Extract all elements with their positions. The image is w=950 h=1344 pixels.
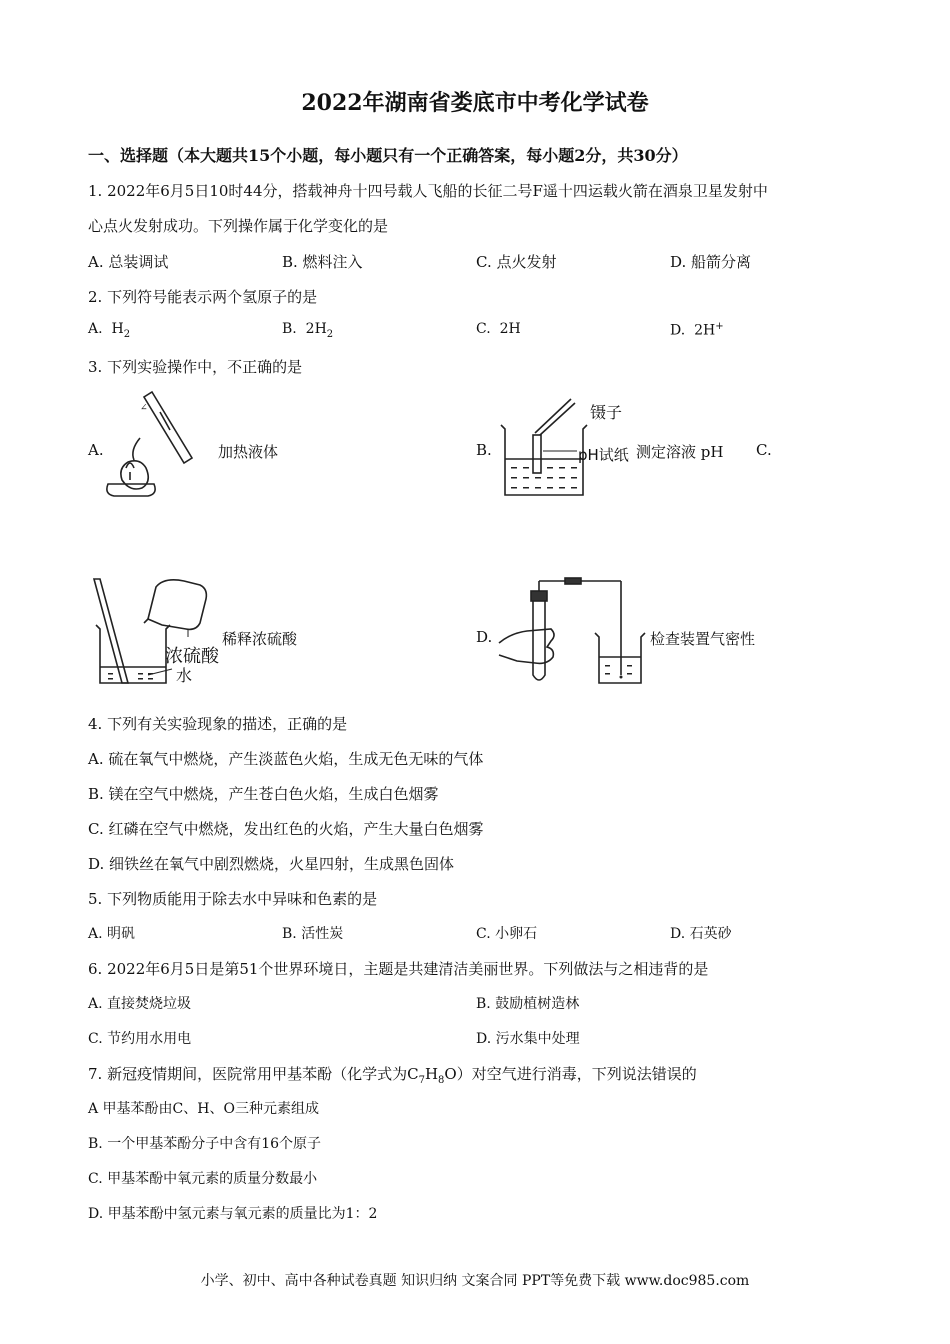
q3-option-a-label: 加热液体 xyxy=(218,443,279,461)
q1-option-d: D. 船箭分离 xyxy=(670,253,752,271)
q3-option-d-letter: D. xyxy=(476,628,493,646)
tweezers-label: 镊子 xyxy=(590,403,623,422)
q6-option-b: B. 鼓励植树造林 xyxy=(476,996,580,1012)
q4-option-a: A. 硫在氧气中燃烧，产生淡蓝色火焰，生成无色无味的气体 xyxy=(88,750,484,768)
q3-option-a-letter: A. xyxy=(88,441,104,459)
q1-option-a: A. 总装调试 xyxy=(88,253,169,271)
q2-stem: 2. 下列符号能表示两个氢原子的是 xyxy=(88,288,318,306)
q6-option-c: C. 节约用水用电 xyxy=(88,1031,192,1047)
q4-option-b: B. 镁在空气中燃烧，产生苍白色火焰，生成白色烟雾 xyxy=(88,785,439,803)
q5-stem: 5. 下列物质能用于除去水中异味和色素的是 xyxy=(88,890,378,908)
q5-option-a: A. 明矾 xyxy=(88,926,136,942)
q1-option-c: C. 点火发射 xyxy=(476,253,557,271)
q5-option-b: B. 活性炭 xyxy=(282,926,344,942)
heating-liquid-figure xyxy=(100,388,220,500)
q1-stem-line1: 1. 2022年6月5日10时44分，搭载神舟十四号载人飞船的长征二号F遥十四运载火箭在酒泉卫星发射中 xyxy=(88,182,768,200)
q3-option-c-letter: C. xyxy=(756,441,772,459)
q3-option-c-label: 稀释浓硫酸 xyxy=(222,630,298,648)
q2-option-a: A. $H_2$ xyxy=(88,321,131,340)
concentrated-acid-label: 浓硫酸 xyxy=(165,646,219,667)
q4-stem: 4. 下列有关实验现象的描述，正确的是 xyxy=(88,715,348,733)
q3-stem: 3. 下列实验操作中，不正确的是 xyxy=(88,358,303,376)
q4-option-c: C. 红磷在空气中燃烧，发出红色的火焰，产生大量白色烟雾 xyxy=(88,820,484,838)
q7-stem: 7. 新冠疫情期间，医院常用甲基苯酚（化学式为$C_7H_8O$）对空气进行消毒，下列说法错误的 xyxy=(88,1065,697,1086)
section-heading: 一、选择题（本大题共15个小题，每小题只有一个正确答案，每小题2分，共30分） xyxy=(88,146,688,165)
q2-option-b: B. $2H_2$ xyxy=(282,321,334,340)
water-label: 水 xyxy=(176,666,193,685)
q2-option-d: D. 2H+ xyxy=(670,321,724,339)
q6-option-a: A. 直接焚烧垃圾 xyxy=(88,996,192,1012)
dilute-acid-figure xyxy=(88,575,223,687)
ph-paper-label: pH试纸 xyxy=(578,446,629,464)
q7-option-b: B. 一个甲基苯酚分子中含有16个原子 xyxy=(88,1136,322,1152)
q7-option-d: D. 甲基苯酚中氢元素与氧元素的质量比为1：2 xyxy=(88,1206,378,1222)
svg-text:∠: ∠ xyxy=(140,403,148,413)
q3-option-b-letter: B. xyxy=(476,441,492,459)
page-footer[interactable]: 小学、初中、高中各种试卷真题 知识归纳 文案合同 PPT等免费下载 www.doc985.com xyxy=(200,1273,750,1289)
q6-stem: 6. 2022年6月5日是第51个世界环境日，主题是共建清洁美丽世界。下列做法与之相违背的是 xyxy=(88,960,709,978)
q7-option-c: C. 甲基苯酚中氧元素的质量分数最小 xyxy=(88,1171,318,1187)
q4-option-d: D. 细铁丝在氧气中剧烈燃烧，火星四射，生成黑色固体 xyxy=(88,855,455,873)
q1-option-b: B. 燃料注入 xyxy=(282,253,363,271)
airtightness-figure xyxy=(495,575,645,687)
q1-stem-line2: 心点火发射成功。下列操作属于化学变化的是 xyxy=(88,217,389,235)
q7-option-a: A 甲基苯酚由C、H、O三种元素组成 xyxy=(88,1101,319,1117)
page-title: 2022年湖南省娄底市中考化学试卷 xyxy=(301,90,649,116)
q3-option-d-label: 检查装置气密性 xyxy=(650,630,756,648)
q6-option-d: D. 污水集中处理 xyxy=(476,1031,580,1047)
q5-option-c: C. 小卵石 xyxy=(476,926,538,942)
q2-option-c: C. 2H xyxy=(476,321,521,337)
q3-option-b-label: 测定溶液 pH xyxy=(636,443,724,461)
q5-option-d: D. 石英砂 xyxy=(670,926,732,942)
